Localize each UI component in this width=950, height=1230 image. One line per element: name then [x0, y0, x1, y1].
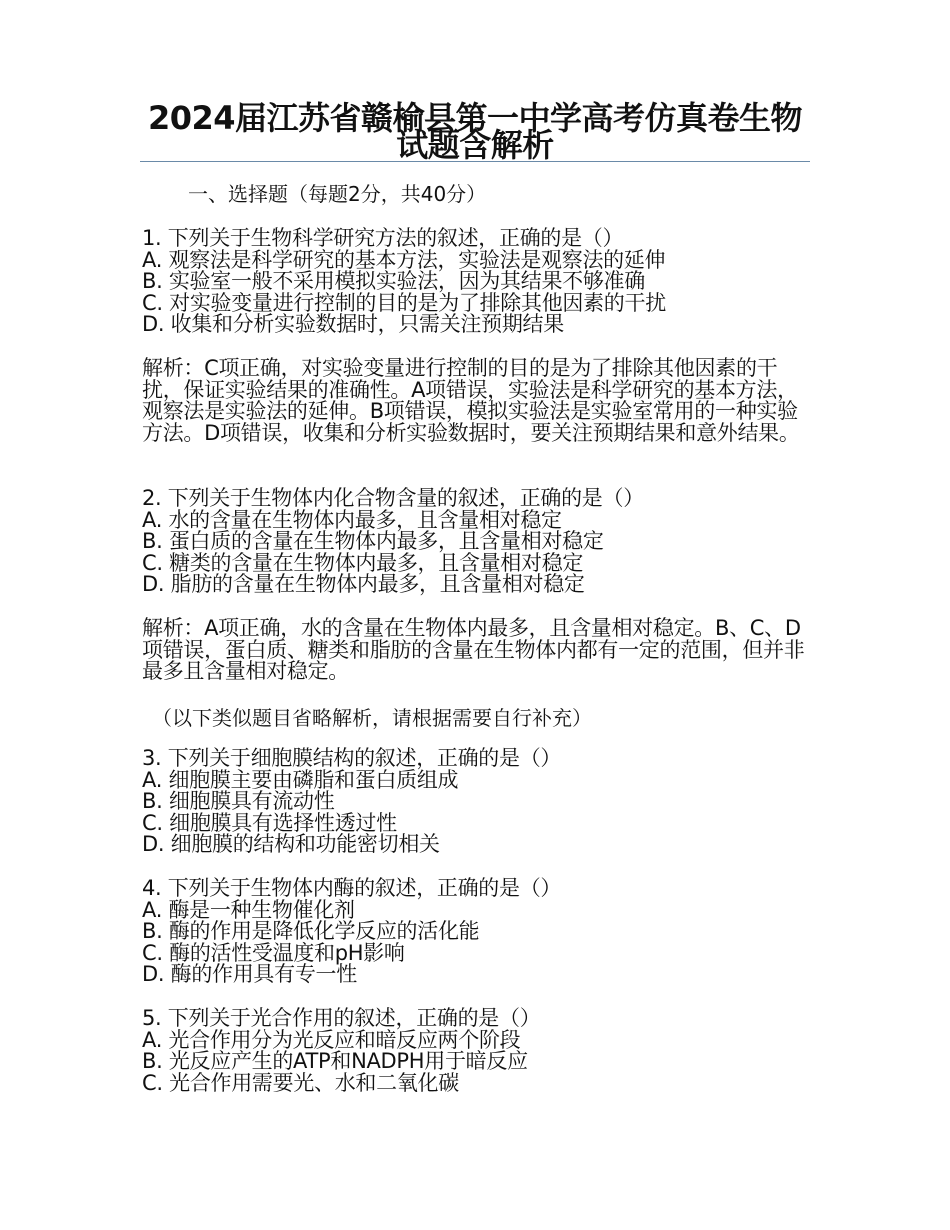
option-a: A. 观察法是科学研究的基本方法，实验法是观察法的延伸 [142, 247, 666, 272]
question-1 [142, 228, 810, 336]
option-c: C. 光合作用需要光、水和二氧化碳 [142, 1070, 459, 1095]
option-c: C. 酶的活性受温度和pH影响 [142, 940, 405, 965]
option-c: C. 对实验变量进行控制的目的是为了排除其他因素的干扰 [142, 290, 666, 315]
question-stem: 1. 下列关于生物科学研究方法的叙述，正确的是（） [142, 226, 624, 250]
option-a: A. 光合作用分为光反应和暗反应两个阶段 [142, 1027, 521, 1052]
question-stem: 2. 下列关于生物体内化合物含量的叙述，正确的是（） [142, 486, 644, 510]
option-b: B. 实验室一般不采用模拟实验法，因为其结果不够准确 [142, 269, 645, 293]
question-stem: 3. 下列关于细胞膜结构的叙述，正确的是（） [142, 746, 562, 770]
option-d: D. 酶的作用具有专一性 [142, 962, 357, 986]
option-d: D. 细胞膜的结构和功能密切相关 [142, 832, 440, 856]
analysis-2: 解析：A项正确，水的含量在生物体内最多，且含量相对稳定。B、C、D项错误，蛋白质、糖类和脂肪的含量在生物体内都有一定的范围，但并非最多且含量相对稳定。 [142, 616, 805, 683]
option-d: D. 收集和分析实验数据时，只需关注预期结果 [142, 312, 564, 336]
option-b: B. 光反应产生的ATP和NADPH用于暗反应 [142, 1049, 528, 1073]
question-4 [142, 878, 810, 986]
option-b: B. 蛋白质的含量在生物体内最多，且含量相对稳定 [142, 529, 604, 553]
option-a: A. 酶是一种生物催化剂 [142, 897, 355, 922]
option-a: A. 细胞膜主要由磷脂和蛋白质组成 [142, 767, 459, 792]
question-5 [142, 1008, 810, 1094]
question-2 [142, 488, 810, 596]
question-stem: 5. 下列关于光合作用的叙述，正确的是（） [142, 1006, 541, 1030]
question-stem: 4. 下列关于生物体内酶的叙述，正确的是（） [142, 876, 562, 900]
option-a: A. 水的含量在生物体内最多，且含量相对稳定 [142, 507, 562, 532]
title-underline [140, 161, 810, 162]
question-3 [142, 748, 810, 856]
document-title: 2024届江苏省赣榆县第一中学高考仿真卷生物试题含解析 [147, 99, 803, 164]
option-c: C. 细胞膜具有选择性透过性 [142, 810, 397, 835]
option-b: B. 酶的作用是降低化学反应的活化能 [142, 919, 480, 943]
omission-note: （以下类似题目省略解析，请根据需要自行补充） [152, 706, 592, 730]
analysis-1: 解析：C项正确，对实验变量进行控制的目的是为了排除其他因素的干扰，保证实验结果的准确性。A项错误，实验法是科学研究的基本方法，观察法是实验法的延伸。B项错误，模拟实验法是实验室常用的一种实验方法。D项错误，收集和分析实验数据时，要关注预期结果和意外结果。 [142, 356, 800, 445]
option-d: D. 脂肪的含量在生物体内最多，且含量相对稳定 [142, 572, 585, 596]
section-heading: 一、选择题（每题2分，共40分） [188, 182, 487, 206]
option-c: C. 糖类的含量在生物体内最多，且含量相对稳定 [142, 550, 584, 575]
option-b: B. 细胞膜具有流动性 [142, 789, 335, 813]
